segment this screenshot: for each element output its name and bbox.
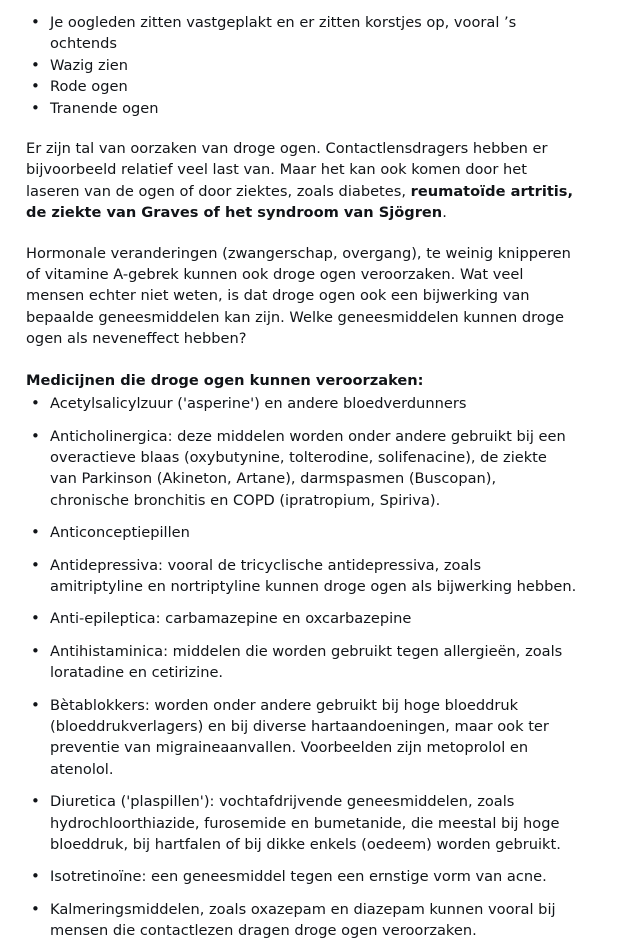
symptom-text: • Tranende ogen: [50, 99, 159, 117]
causes-lead-text: Er zijn tal van oorzaken van droge ogen. Contactlensdragers hebben er bijvoorbeeld relatief veel last van. Maar het kan ook komen door het laseren van de ogen of door ziektes, zoals diabetes,: [26, 140, 548, 200]
list-item: [26, 98, 580, 119]
list-item: [26, 899, 580, 942]
symptoms-section: [26, 12, 580, 119]
medication-text: • Antidepressiva: vooral de tricyclische antidepressiva, zoals amitriptyline en nortriptyline kunnen droge ogen als bijwerking hebben.: [50, 556, 577, 595]
list-item: [26, 12, 580, 55]
medication-text: • Acetylsalicylzuur ('asperine') en andere bloedverdunners: [50, 395, 467, 413]
list-item: [26, 393, 580, 414]
medication-text: • Diuretica ('plaspillen'): vochtafdrijvende geneesmiddelen, zoals hydrochloorthiazide, furosemide en bumetanide, die meestal bij hoge bloeddruk, bij hartfalen of bij dikke enkels (oedeem) worden gebruikt.: [50, 793, 561, 853]
symptom-text: • Rode ogen: [50, 78, 128, 96]
paragraph-hormonal: Hormonale veranderingen (zwangerschap, overgang), te weinig knipperen of vitamine A-gebrek kunnen ook droge ogen veroorzaken. Wat veel mensen echter niet weten, is dat droge ogen ook een bijwerking van bepaalde geneesmiddelen kan zijn. Welke geneesmiddelen kunnen droge ogen als neveneffect hebben?: [26, 244, 571, 348]
list-item: [26, 695, 580, 781]
medication-text: • Kalmeringsmiddelen, zoals oxazepam en diazepam kunnen vooral bij mensen die contactlezen dragen droge ogen veroorzaken.: [50, 900, 556, 940]
list-item: [26, 55, 580, 76]
medication-text: • Anticholinergica: deze middelen worden onder andere gebruikt bij een overactieve blaas (oxybutynine, tolterodine, solifenacine), de ziekte van Parkinson (Akineton, Artane), darmspasmen (Buscopan), chronische bronchitis en COPD (ipratropium, Spiriva).: [50, 427, 566, 509]
medication-text: • Isotretinoïne: een geneesmiddel tegen een ernstige vorm van acne.: [50, 868, 547, 886]
list-item: [26, 555, 580, 598]
medication-list: [26, 393, 580, 942]
symptom-text: • Wazig zien: [50, 56, 128, 74]
symptom-text: • Je oogleden zitten vastgeplakt en er zitten korstjes op, vooral ’s ochtends: [50, 14, 517, 53]
body-paragraphs: [26, 138, 580, 350]
list-item: [26, 791, 580, 855]
medication-text: • Anti-epileptica: carbamazepine en oxcarbazepine: [50, 610, 412, 628]
list-item: [26, 641, 580, 684]
causes-bold-diseases: reumatoïde artritis, de ziekte van Graves of het syndroom van Sjögren: [26, 182, 574, 222]
paragraph-causes: [26, 138, 580, 224]
list-item: [26, 426, 580, 512]
medication-text: • Anticonceptiepillen: [50, 524, 190, 542]
list-item: [26, 76, 580, 97]
list-item: [26, 866, 580, 887]
symptoms-list: [26, 12, 580, 119]
medication-text: • Antihistaminica: middelen die worden gebruikt tegen allergieën, zoals loratadine en cetirizine.: [50, 642, 563, 682]
causes-tail-text: .: [442, 204, 447, 222]
medication-text: • Bètablokkers: worden onder andere gebruikt bij hoge bloeddruk (bloeddrukverlagers) en bij diverse hartaandoeningen, maar ook ter preventie van migraineaanvallen. Voorbeelden zijn metoprolol en atenolol.: [50, 696, 549, 778]
medication-section: [26, 370, 580, 942]
list-item: [26, 522, 580, 543]
list-item: [26, 608, 580, 629]
page-title: Medicijnen die droge ogen kunnen veroorzaken:: [26, 371, 424, 389]
